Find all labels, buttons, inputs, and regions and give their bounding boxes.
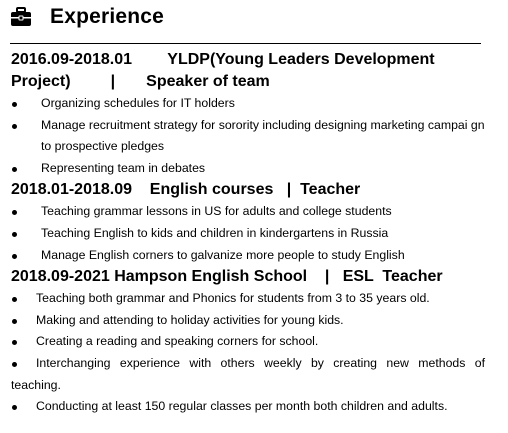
- list-item: Interchanging experience with others weekly by creating new methods of teaching.: [11, 353, 485, 396]
- list-item: Conducting at least 150 regular classes per month both children and adults.: [11, 396, 485, 418]
- job-heading: Project) | Speaker of team: [11, 73, 270, 90]
- experience-list: [11, 49, 485, 418]
- section-divider: [10, 43, 481, 44]
- job-entry: [11, 49, 485, 179]
- list-item: Teaching English to kids and children in kindergartens in Russia: [11, 223, 485, 245]
- section-header: [10, 2, 164, 32]
- list-item: Organizing schedules for IT holders: [11, 93, 485, 115]
- job-heading: 2016.09-2018.01 YLDP(Young Leaders Development: [11, 51, 435, 68]
- briefcase-icon: [10, 6, 32, 28]
- list-item: Teaching grammar lessons in US for adults and college students: [11, 201, 485, 223]
- job-bullets: [11, 288, 485, 418]
- job-heading: 2018.09-2021 Hampson English School | ESL Teacher: [11, 268, 443, 286]
- list-item: Manage recruitment strategy for sorority including designing marketing campai gn to prospective pledges: [11, 115, 485, 158]
- job-heading: 2018.01-2018.09 English courses | Teacher: [11, 181, 361, 199]
- job-entry: [11, 266, 485, 418]
- list-item: Manage English corners to galvanize more people to study English: [11, 245, 485, 267]
- job-bullets: [11, 93, 485, 179]
- section-title: Experience: [50, 5, 165, 28]
- list-item: Teaching both grammar and Phonics for students from 3 to 35 years old.: [11, 288, 485, 310]
- list-item: Creating a reading and speaking corners for school.: [11, 331, 485, 353]
- list-item: Making and attending to holiday activities for young kids.: [11, 310, 485, 332]
- job-bullets: [11, 201, 485, 266]
- job-entry: [11, 179, 485, 266]
- list-item: Representing team in debates: [11, 158, 485, 180]
